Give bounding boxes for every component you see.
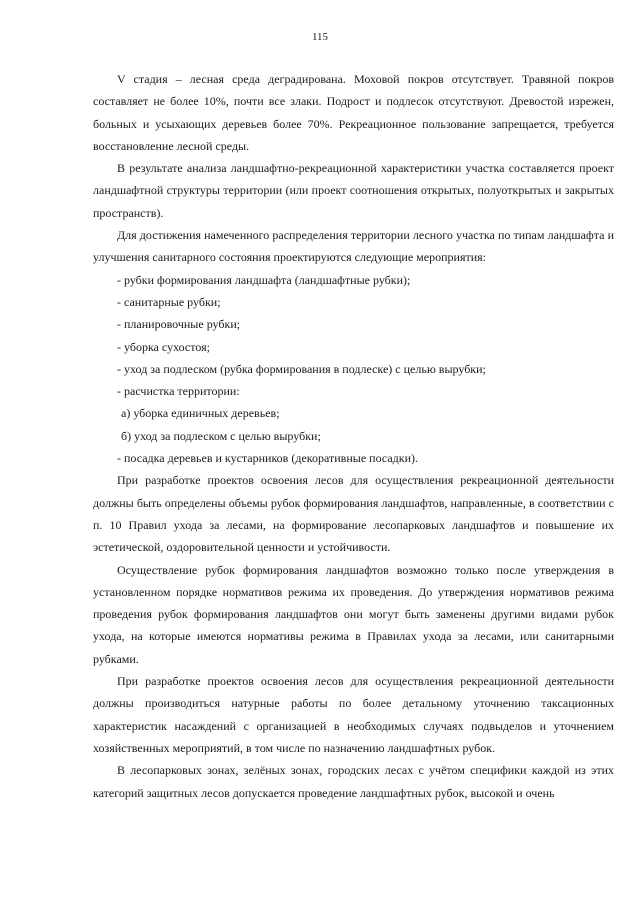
paragraph-regime-norms: Осуществление рубок формирования ландшафтов возможно только после утверждения в установленном порядке нормативов режима их проведения. До утверждения нормативов режима проведения рубок формирования ландшафтов они могут быть заменены другими видами рубок ухода, на которые имеются нормативы режима в Правилах ухода за лесами, или санитарными рубками. — [93, 562, 614, 666]
paragraph-measures-intro: Для достижения намеченного распределения территории лесного участка по типам ландшафта и улучшения санитарного состояния проектируются следующие мероприятия: — [93, 228, 614, 265]
list-item: - рубки формирования ландшафта (ландшафтные рубки); — [117, 272, 411, 287]
paragraph-stage-v: V стадия – лесная среда деградирована. Моховой покров отсутствует. Травяной покров составляет не более 10%, почти все злаки. Подрост и подлесок отсутствуют. Древостой изрежен, больных и усыхающих деревьев более 70%. Рекреационное пользование запрещается, требуется восстановление лесной среды. — [93, 72, 614, 153]
paragraph-field-works: При разработке проектов освоения лесов для осуществления рекреационной деятельности должны производиться натурные работы по более детальному уточнению таксационных характеристик насаждений с организацией в необходимых случаях подвыделов и уточнением хозяйственных мероприятий, в том числе по назначению ландшафтных рубок. — [93, 674, 614, 755]
list-item: - планировочные рубки; — [117, 317, 241, 332]
list-item: - уход за подлеском (рубка формирования в подлеске) с целью вырубки; — [117, 361, 486, 376]
list-item: - санитарные рубки; — [117, 294, 221, 309]
paragraph-project-volumes: При разработке проектов освоения лесов для осуществления рекреационной деятельности должны быть определены объемы рубок формирования ландшафтов, направленные, в соответствии с п. 10 Правил ухода за лесами, на формирование лесопарковых ландшафтов и повышение их эстетической, оздоровительной ценности и устойчивости. — [93, 473, 614, 555]
list-item: - посадка деревьев и кустарников (декоративные посадки). — [117, 451, 419, 466]
list-item: - уборка сухостоя; — [117, 339, 210, 354]
page-number: 115 — [311, 31, 329, 43]
list-item: - расчистка территории: — [117, 384, 240, 399]
list-item: б) уход за подлеском с целью вырубки; — [121, 428, 321, 443]
paragraph-landscape-structure: В результате анализа ландшафтно-рекреационной характеристики участка составляется проект ландшафтной структуры территории (или проект соотношения открытых, полуоткрытых и закрытых пространств). — [93, 161, 614, 220]
measures-list — [93, 269, 614, 470]
list-item: а) уборка единичных деревьев; — [121, 406, 280, 421]
paragraph-forest-park-zones: В лесопарковых зонах, зелёных зонах, городских лесах с учётом специфики каждой из этих категорий защитных лесов допускается проведение ландшафтных рубок, высокой и очень — [93, 763, 614, 800]
page-body — [93, 68, 614, 804]
